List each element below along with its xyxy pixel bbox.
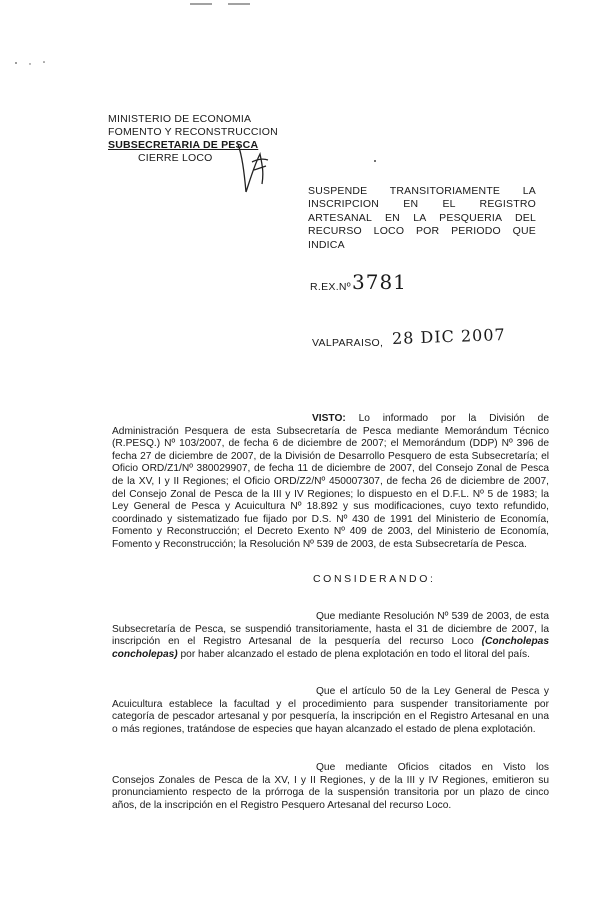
- header-subsecretaria: SUBSECRETARIA DE PESCA: [108, 139, 259, 151]
- considerando-heading: CONSIDERANDO:: [313, 573, 436, 585]
- p1-text-after: por haber alcanzado el estado de plena explotación en todo el litoral del país.: [177, 648, 530, 660]
- speck: [372, 158, 378, 164]
- header-fomento: FOMENTO Y RECONSTRUCCION: [108, 126, 278, 138]
- p1-species-name: (Concholepas concholepas): [112, 636, 549, 660]
- header-ministry: MINISTERIO DE ECONOMIA: [108, 113, 252, 125]
- signature-initials: [232, 140, 272, 198]
- considerando-paragraph-1: [112, 611, 549, 661]
- resolution-label: R.EX.Nº: [310, 281, 351, 293]
- place-label: VALPARAISO,: [312, 337, 384, 349]
- considerando-paragraph-2: Que el artículo 50 de la Ley General de Pesca y Acuicultura establece la facultad y el procedimiento para suspender transitoriamente por categoría de pescador artesanal y por pesquería, la inscripción en el Registro Artesanal en una o más regiones, tratándose de especies que hayan alcanzado el estado de plena explotación.: [112, 686, 549, 735]
- visto-label: VISTO:: [312, 413, 346, 424]
- considerando-paragraph-3: Que mediante Oficios citados en Visto los Consejos Zonales de Pesca de la XV, I y II Regiones, y de la III y IV Regiones, emitieron su pronunciamiento respecto de la prórroga de la suspensión transitoria por un plazo de cinco años, de la inscripción en el Registro Pesquero Artesanal del recurso Loco.: [112, 762, 549, 811]
- header-cierre: CIERRE LOCO: [138, 152, 213, 164]
- scan-specks: [10, 56, 50, 70]
- p1-text-before: Que mediante Resolución Nº 539 de 2003, de esta Subsecretaría de Pesca, se suspendió transitoriamente, hasta el 31 de diciembre de 2007, la inscripción en el Registro Artesanal de la pesquería del recurso Loco: [112, 611, 549, 648]
- top-edge-marks: [0, 0, 600, 12]
- date-stamp: 28 DIC 2007: [391, 325, 506, 348]
- visto-paragraph: [112, 413, 549, 552]
- resolution-title: SUSPENDE TRANSITORIAMENTE LA INSCRIPCION EN EL REGISTRO ARTESANAL EN LA PESQUERIA DEL RECURSO LOCO POR PERIODO QUE INDICA: [308, 185, 536, 251]
- visto-text: Lo informado por la División de Administración Pesquera de esta Subsecretaría de Pesca mediante Memorándum Técnico (R.PESQ.) Nº 103/2007, de fecha 6 de diciembre de 2007; el Memorándum (DDP) Nº 396 de fecha 27 de diciembre de 2007, de la División de Desarrollo Pesquero de esta Subsecretaría; el Oficio ORD/Z1/Nº 380029907, de fecha 11 de diciembre de 2007, del Consejo Zonal de Pesca de la XV, I y II Regiones; el Oficio ORD/Z2/Nº 450007307, de fecha 26 de diciembre de 2007, del Consejo Zonal de Pesca de la III y IV Regiones; lo dispuesto en el D.F.L. Nº 5 de 1983; la Ley General de Pesca y Acuicultura Nº 18.892 y sus modificaciones, cuyo texto refundido, coordinado y sistematizado fue fijado por D.S. Nº 430 de 1991 del Ministerio de Economía, Fomento y Reconstrucción; el Decreto Exento Nº 409 de 2003, del Ministerio de Economía, Fomento y Reconstrucción; la Resolución Nº 539 de 2003, de esta Subsecretaría de Pesca.: [112, 413, 549, 550]
- resolution-number: 3781: [352, 270, 407, 294]
